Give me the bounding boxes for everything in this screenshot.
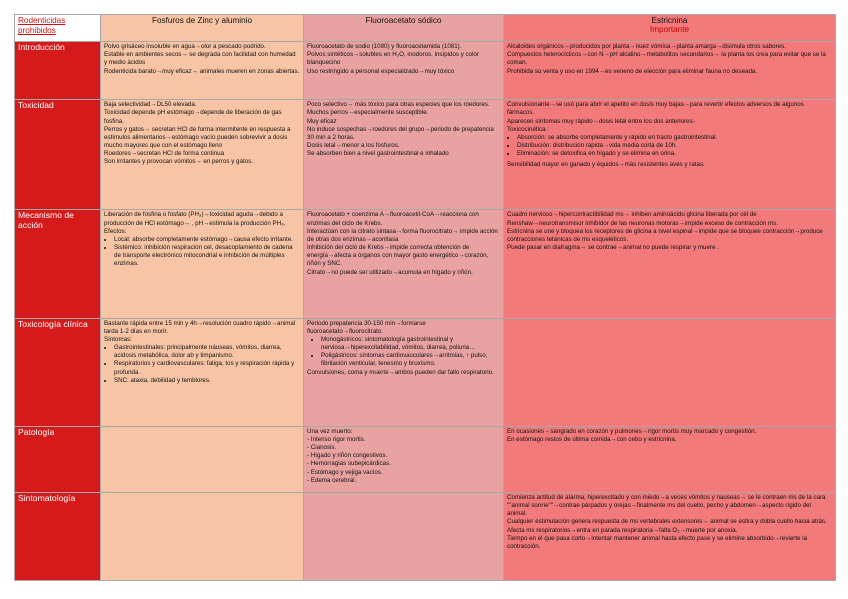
text-line: Aparecen síntomas muy rápido→dosis letal entre los dos anteriores- [507,117,695,125]
text-line: Uso restringido a personal especializado→muy tóxico [307,67,455,75]
text-line: Estricnina se une y bloquea los receptores de glicina a nivel espinal→impide que se bloquee contracción→produce contracciones tetánicas de ms esqueléticos. [507,227,823,243]
cell-clin-zinc [101,318,304,426]
header-zinc-phosphide: Fosfuros de Zinc y aluminio [101,15,304,42]
list-item: • Absorción: se absorbe completamente y rápido en tracto gastrointestinal. [517,134,832,142]
text-line: Rodenticida barato→muy eficaz→ animales mueren en zonas abiertas. [104,67,300,75]
header-strychnine-title: Estricnina [651,16,688,25]
text-line: Alcaloides orgánicos→producidos por planta→nuez vómica→planta amarga→disimula otros sabores. [507,43,786,51]
row-toxicidad [15,100,836,210]
text-line: Citrato→no puede ser utilizado→acumula en hígado y riñón. [307,268,473,276]
header-row [15,15,836,42]
text-line: No induce sospechas→roedores del grupo→periodo de prepatencia 30 min a 2 horas. [307,125,494,141]
text-line: Interactúan con la citrato sintasa→forma fluorocitrato→ impide acción de otras dos enzimas→aconitasa [307,227,498,243]
text-line: Cuadro nervioso→hipercontractibilidad ms→ inhiben aminoácido glicina liberada por cél de Renshaw→neurotransmisor inhibidor de las neuronas motoras→impide exceso de contracción ms. [507,211,779,227]
cell-tox-zinc [101,100,304,210]
header-strychnine [504,15,836,42]
list-item: • Local: absorbe completamente estómago→causa efecto irritante. [114,236,300,244]
cell-intro-strychnine [504,42,836,100]
text-line: Dosis letal→menor a los fosfuros. [307,142,400,150]
text-line: Bastante rápida entre 15 min y 4h→resolución cuadro rápido→animal tarda 1-2 días en morir. [104,319,296,335]
list-item: • Eliminación: se detoxifica en hígado y se elimina en orina. [517,150,832,158]
row-label-sintomatologia: Sintomatología [15,492,101,580]
text-line: - Intenso rigor mortis. [307,435,366,443]
cell-clin-fluoro [304,318,504,426]
text-line: Se absorben bien a nivel gastrointestinal e inhalado [307,150,449,158]
text-line: Estable en ambientes secos→ se degrada con facilidad con humedad y medio ácidos [104,51,296,67]
text-line: Convulsionante→se usó para abrir el apetito en dosis muy bajas→para revertir efectos adversos de algunos fármacos. [507,101,804,117]
text-line: Baja selectividad→DL50 elevada. [104,101,197,109]
text-line: - Edema cerebral. [307,476,357,484]
text-line: Cualquier estimulación genera respuesta de ms vertebrales extensores→ animal se estira y dobla cuello hacia atrás. [507,518,827,526]
text-line: Puede pasar en diafragma→ se contrae→animal no puede respirar y muere . [507,244,719,252]
text-line: Prohibida su venta y uso en 1994→es veneno de elección para eliminar fauna no deseada. [507,67,758,75]
cell-path-zinc [101,426,304,492]
row-toxicologia-clinica [15,318,836,426]
text-line: - Hemorragias subepicárdicas. [307,460,391,468]
text-line: Comienza actitud de alarma, hiperexcitado y con miedo→a veces vómitos y nauseas→ se le contraen ms de la cara ""animal sonríe""→contrae párpados y orejas→finalmente ms del cuello, pecho y abdomen→aspecto rígido del animal. [507,493,826,518]
text-line: - Hígado y riñón congestivos. [307,452,388,460]
list-item: • Respiratorios y cardiovasculares: fatiga, tos y respiración rápida y profunda . [114,360,300,376]
text-line: Polvo grisáceo insoluble en agua→olor a pescado podrido. [104,43,266,51]
text-line: Inhibición del ciclo de Krebs→impide correcta obtención de energía→afecta a órganos con mayor gasto energético→corazón, riñón y SNC. [307,244,489,268]
effects-list [104,236,300,269]
header-corner: Rodenticidas prohibidos [15,15,101,42]
cell-mech-fluoro [304,210,504,318]
text-line: Fluoroacetato + coenzima A→fluoroacetil-CoA→reacciona con enzimas del ciclo de Krebs. [307,211,479,227]
text-line: Muy eficaz [307,117,337,125]
species-list [307,336,500,369]
list-item: • SNC: ataxia, debilidad y temblores. [114,377,300,385]
text-line: Roedores→secretan HCl de forma continua [104,150,225,158]
row-label-mecanismo: Mecanismo de acción [15,210,101,318]
text-line: Son irritantes y provocan vómitos→ en perros y gatos. [104,158,253,166]
text-line: Perros y gatos→ secretan HCl de forma intermitente en respuesta a estímulos alimentarios→estómago vacío pueden sobrevivir a dosis mucho mayores que con el estómago lleno [104,125,291,150]
text-line: Periodo prepatencia 30-150 min→formarse fluoroacetato→fluorocitrato. [307,319,426,335]
text-line: Toxicocinética : [507,125,549,133]
text-line: Una vez muerto: [307,427,353,435]
text-line: Polvos sintéticos→solubles en H₂O, inodoros, insípidos y color blanquecino [307,51,479,67]
important-label: Importante [649,25,690,34]
cell-intro-zinc [101,42,304,100]
row-label-introduccion: Introducción [15,42,101,100]
text-line: - Estómago y vejiga vacíos. [307,468,383,476]
row-patologia [15,426,836,492]
toxicokinetics-list [507,134,832,159]
list-item: • Gastrointestinales: principalmente náuseas, vómitos, diarrea, acidosis metabólica, dolor ab y timpanismo. [114,344,300,360]
cell-mech-strychnine [504,210,836,318]
cell-symp-fluoro [304,492,504,580]
row-sintomatologia [15,492,836,580]
cell-path-strychnine [504,426,836,492]
text-line: Tiempo en el que pasa corto→intentar mantener animal hasta efecto pase y se elimine absorbido→revierte la contracción. [507,534,808,550]
text-line: Toxicidad depende pH estómago→depende de liberación de gas fosfina. [104,109,282,125]
text-line: Compuestos heterocíclicos→con N→pH alcalino→metabolitos secundarios→ la planta los crea para evitar que se la coman. [507,51,826,67]
cell-symp-zinc [101,492,304,580]
text-line: Muchos perros→especialmente susceptible. [307,109,429,117]
cell-mech-zinc [101,210,304,318]
row-introduccion [15,42,836,100]
symptoms-list [104,344,300,385]
cell-symp-strychnine [504,492,836,580]
text-line: En ocasiones→sangrado en corazón y pulmones→rigor mortis muy marcado y congestión. [507,427,757,435]
text-line: Fluoroacetato de sodio (1080) y fluoroacetamida (1081). [307,43,462,51]
text-line: - Cianosis. [307,444,337,452]
text-line: Liberación de fosfina o fosfato (PH₃)→toxicidad aguda→debido a producción de HCl estómago→ , pH→estimula la producción PH₃. [104,211,286,227]
header-fluoroacetate: Fluoroacetato sódico [304,15,504,42]
text-line: Síntomas: [104,335,132,343]
list-item: • Sistémico: inhibición respiración cel, desacoplamiento de cadena de transporte electrónico mitocondrial e inhibición de múltiples enzimas. [114,244,300,269]
text-line: Efectos: [104,227,127,235]
text-line: Afecta ms respiratorios→entra en parada respiratoria→falta O₂→muerte por anoxia. [507,526,738,534]
text-line: En estómago restos de última comida→con cebo y estricnina. [507,435,677,443]
row-label-toxicologia-clinica: Toxicología clínica [15,318,101,426]
row-mecanismo [15,210,836,318]
text-line: Poco selectivo→ más tóxico para otras especies que los roedores. [307,101,490,109]
row-label-patologia: Patología [15,426,101,492]
cell-path-fluoro [304,426,504,492]
row-label-toxicidad: Toxicidad [15,100,101,210]
list-item: • Poligástricos: síntomas cardiovasculares→arritmias, ↑ pulso, fibrilación venticular, tenesmo y bruxismo. [321,352,500,368]
cell-tox-strychnine [504,100,836,210]
cell-tox-fluoro [304,100,504,210]
cell-clin-strychnine [504,318,836,426]
list-item: • Monogástricos: sintomatología gastrointestinal y nerviosa→hiperexcitabilidad, vómitos, diarrea, poliuria… [321,336,500,352]
text-line: Sensibilidad mayor en ganado y équidos→más resistentes aves y ratas. [507,161,705,169]
rodenticide-table [14,14,836,581]
list-item: • Distribución: distribución rápida→vida media corta de 10h. [517,142,832,150]
cell-intro-fluoro [304,42,504,100]
text-line: Convulsiones, coma y muerte→ambos pueden dar fallo respiratorio. [307,368,494,376]
